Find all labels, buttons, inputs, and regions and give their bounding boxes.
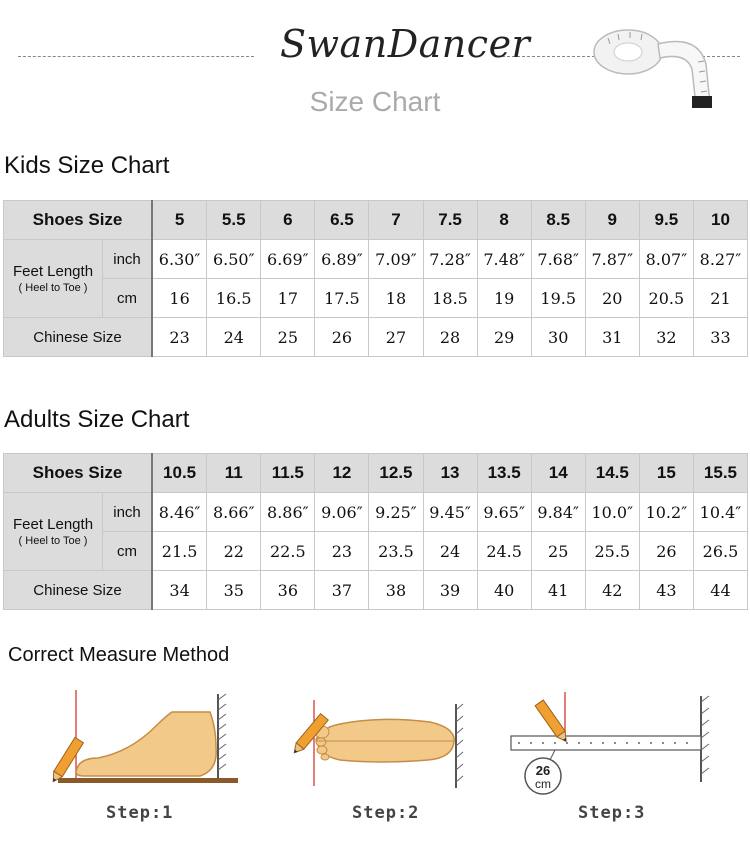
cm-value-cell: 20 [585, 279, 639, 318]
cm-value-cell: 22 [207, 532, 261, 571]
chinese-size-label: Chinese Size [4, 318, 153, 357]
chinese-size-cell: 40 [477, 571, 531, 610]
inch-value-cell: 6.50″ [207, 240, 261, 279]
cm-value-cell: 17.5 [315, 279, 369, 318]
chinese-size-cell: 43 [639, 571, 693, 610]
inch-value-cell: 8.07″ [639, 240, 693, 279]
shoe-size-cell: 14 [531, 454, 585, 493]
inch-value-cell: 10.4″ [693, 493, 747, 532]
cm-value-cell: 19 [477, 279, 531, 318]
chinese-size-cell: 32 [639, 318, 693, 357]
page-subtitle: Size Chart [309, 86, 441, 117]
kids-section-title: Kids Size Chart [4, 152, 170, 179]
inch-value-cell: 9.84″ [531, 493, 585, 532]
shoe-size-cell: 6.5 [315, 201, 369, 240]
chinese-size-cell: 35 [207, 571, 261, 610]
ruler-measure-unit: cm [535, 777, 551, 791]
shoe-size-cell: 13.5 [477, 454, 531, 493]
inch-value-cell: 9.65″ [477, 493, 531, 532]
cm-value-cell: 17 [261, 279, 315, 318]
inch-value-cell: 6.89″ [315, 240, 369, 279]
inch-value-cell: 7.48″ [477, 240, 531, 279]
inch-unit-label: inch [103, 493, 153, 532]
chinese-size-cell: 28 [423, 318, 477, 357]
shoe-size-cell: 8 [477, 201, 531, 240]
feet-length-text: Feet Length [12, 516, 94, 533]
step3-label: Step:3 [578, 803, 646, 823]
chinese-size-cell: 44 [693, 571, 747, 610]
chinese-size-cell: 26 [315, 318, 369, 357]
cm-value-cell: 23 [315, 532, 369, 571]
feet-length-subtext: ( Heel to Toe ) [18, 282, 88, 294]
inch-value-cell: 6.30″ [152, 240, 207, 279]
feet-length-subtext: ( Heel to Toe ) [18, 535, 88, 547]
feet-length-text: Feet Length [12, 263, 94, 280]
shoe-size-cell: 11.5 [261, 454, 315, 493]
chinese-size-cell: 30 [531, 318, 585, 357]
inch-value-cell: 7.87″ [585, 240, 639, 279]
inch-value-cell: 9.25″ [369, 493, 423, 532]
shoes-size-header: Shoes Size [4, 201, 153, 240]
shoe-size-cell: 9.5 [639, 201, 693, 240]
page-header [0, 0, 750, 130]
step1-label: Step:1 [106, 803, 174, 823]
cm-unit-label: cm [103, 279, 153, 318]
shoe-size-cell: 9 [585, 201, 639, 240]
shoe-size-cell: 8.5 [531, 201, 585, 240]
inch-value-cell: 8.27″ [693, 240, 747, 279]
shoe-size-cell: 7 [369, 201, 423, 240]
chinese-size-cell: 42 [585, 571, 639, 610]
shoe-size-cell: 15 [639, 454, 693, 493]
shoe-size-cell: 5 [152, 201, 207, 240]
cm-value-cell: 19.5 [531, 279, 585, 318]
chinese-size-cell: 37 [315, 571, 369, 610]
step2-top-foot-illustration [280, 700, 465, 792]
inch-value-cell: 9.06″ [315, 493, 369, 532]
shoe-size-cell: 6 [261, 201, 315, 240]
chinese-size-label: Chinese Size [4, 571, 153, 610]
shoe-size-cell: 7.5 [423, 201, 477, 240]
chinese-size-cell: 27 [369, 318, 423, 357]
cm-value-cell: 20.5 [639, 279, 693, 318]
cm-value-cell: 22.5 [261, 532, 315, 571]
cm-value-cell: 26 [639, 532, 693, 571]
brand-logo: SwanDancer [280, 22, 531, 66]
cm-value-cell: 25 [531, 532, 585, 571]
cm-value-cell: 24.5 [477, 532, 531, 571]
inch-value-cell: 7.09″ [369, 240, 423, 279]
chinese-size-cell: 31 [585, 318, 639, 357]
feet-length-label [4, 240, 103, 318]
step1-side-foot-illustration [40, 688, 245, 790]
chinese-size-cell: 29 [477, 318, 531, 357]
adults-section-title: Adults Size Chart [4, 406, 190, 433]
shoe-size-cell: 12 [315, 454, 369, 493]
shoe-size-cell: 15.5 [693, 454, 747, 493]
chinese-size-cell: 38 [369, 571, 423, 610]
cm-value-cell: 25.5 [585, 532, 639, 571]
inch-value-cell: 9.45″ [423, 493, 477, 532]
shoe-size-cell: 13 [423, 454, 477, 493]
shoe-size-cell: 12.5 [369, 454, 423, 493]
shoes-size-header: Shoes Size [4, 454, 153, 493]
inch-value-cell: 7.28″ [423, 240, 477, 279]
chinese-size-cell: 41 [531, 571, 585, 610]
shoe-size-cell: 11 [207, 454, 261, 493]
cm-value-cell: 26.5 [693, 532, 747, 571]
cm-value-cell: 21 [693, 279, 747, 318]
chinese-size-cell: 36 [261, 571, 315, 610]
kids-size-table [3, 200, 748, 357]
chinese-size-cell: 23 [152, 318, 207, 357]
ruler-measure-value: 26 [535, 763, 551, 778]
cm-value-cell: 21.5 [152, 532, 207, 571]
shoe-size-cell: 5.5 [207, 201, 261, 240]
shoe-size-cell: 10 [693, 201, 747, 240]
cm-value-cell: 16 [152, 279, 207, 318]
inch-value-cell: 7.68″ [531, 240, 585, 279]
inch-value-cell: 8.46″ [152, 493, 207, 532]
cm-value-cell: 18.5 [423, 279, 477, 318]
chinese-size-cell: 33 [693, 318, 747, 357]
cm-value-cell: 16.5 [207, 279, 261, 318]
inch-value-cell: 6.69″ [261, 240, 315, 279]
adults-size-table [3, 453, 748, 610]
measure-section-title: Correct Measure Method [8, 644, 230, 666]
cm-unit-label: cm [103, 532, 153, 571]
cm-value-cell: 24 [423, 532, 477, 571]
header-divider-left [18, 56, 254, 57]
inch-value-cell: 8.86″ [261, 493, 315, 532]
inch-value-cell: 10.0″ [585, 493, 639, 532]
inch-unit-label: inch [103, 240, 153, 279]
feet-length-label [4, 493, 103, 571]
chinese-size-cell: 25 [261, 318, 315, 357]
chinese-size-cell: 34 [152, 571, 207, 610]
step2-label: Step:2 [352, 803, 420, 823]
shoe-size-cell: 10.5 [152, 454, 207, 493]
measuring-tape-icon [588, 14, 728, 114]
shoe-size-cell: 14.5 [585, 454, 639, 493]
cm-value-cell: 18 [369, 279, 423, 318]
chinese-size-cell: 24 [207, 318, 261, 357]
inch-value-cell: 10.2″ [639, 493, 693, 532]
chinese-size-cell: 39 [423, 571, 477, 610]
step3-ruler-illustration [505, 690, 720, 800]
inch-value-cell: 8.66″ [207, 493, 261, 532]
cm-value-cell: 23.5 [369, 532, 423, 571]
